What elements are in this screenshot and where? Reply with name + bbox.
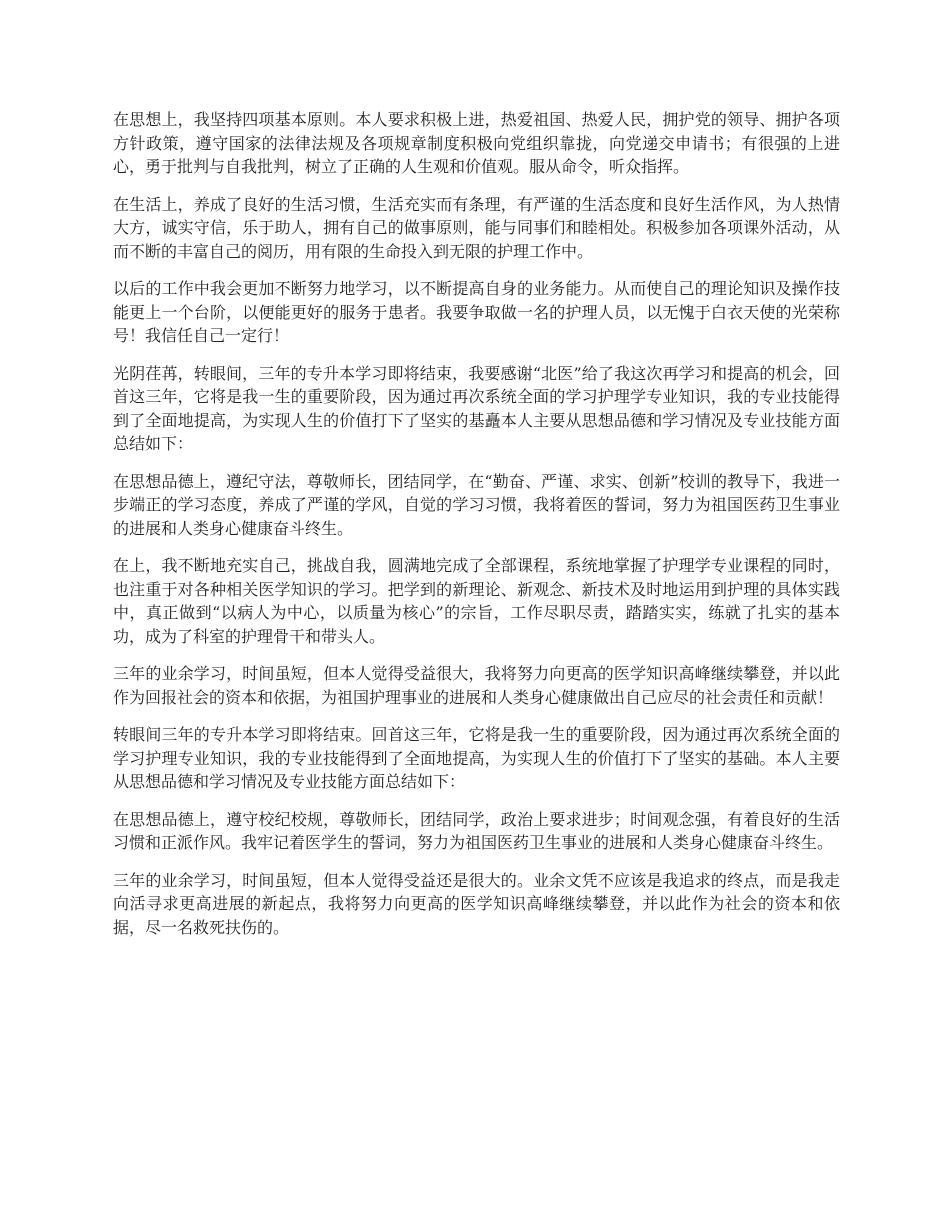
paragraph: 在上，我不断地充实自己，挑战自我，圆满地完成了全部课程，系统地掌握了护理学专业课程的同时，也注重于对各种相关医学知识的学习。把学到的新理论、新观念、新技术及时地运用到护理的具体实践中，真正做到“以病人为中心，以质量为核心”的宗旨，工作尽职尽责，踏踏实实，练就了扎实的基本功，成为了科室的护理骨干和带头人。 (113, 556, 840, 646)
paragraph: 光阴荏苒，转眼间，三年的专升本学习即将结束，我要感谢“北医”给了我这次再学习和提高的机会，回首这三年，它将是我一生的重要阶段，因为通过再次系统全面的学习护理学专业知识，我的专业技能得到了全面地提高，为实现人生的价值打下了坚实的基矗本人主要从思想品德和学习情况及专业技能方面总结如下： (113, 363, 840, 453)
document-body (113, 108, 840, 953)
paragraph: 在思想品德上，遵守校纪校规，尊敬师长，团结同学，政治上要求进步；时间观念强，有着良好的生活习惯和正派作风。我牢记着医学生的誓词，努力为祖国医药卫生事业的进展和人类身心健康奋斗终生。 (113, 809, 840, 852)
paragraph: 转眼间三年的专升本学习即将结束。回首这三年，它将是我一生的重要阶段，因为通过再次系统全面的学习护理专业知识，我的专业技能得到了全面地提高，为实现人生的价值打下了坚实的基础。本人主要从思想品德和学习情况及专业技能方面总结如下： (113, 725, 840, 791)
paragraph: 三年的业余学习，时间虽短，但本人觉得受益很大，我将努力向更高的医学知识高峰继续攀登，并以此作为回报社会的资本和依据，为祖国护理事业的进展和人类身心健康做出自己应尽的社会责任和贡献！ (113, 664, 840, 707)
paragraph: 在生活上，养成了良好的生活习惯，生活充实而有条理，有严谨的生活态度和良好生活作风，为人热情大方，诚实守信，乐于助人，拥有自己的做事原则，能与同事们和睦相处。积极参加各项课外活动，从而不断的丰富自己的阅历，用有限的生命投入到无限的护理工作中。 (113, 194, 840, 261)
paragraph: 在思想上，我坚持四项基本原则。本人要求积极上进，热爱祖国、热爱人民，拥护党的领导、拥护各项方针政策，遵守国家的法律法规及各项规章制度积极向党组织靠拢，向党递交申请书；有很强的上进心，勇于批判与自我批判，树立了正确的人生观和价值观。服从命令，听众指挥。 (113, 110, 840, 176)
paragraph: 三年的业余学习，时间虽短，但本人觉得受益还是很大的。业余文凭不应该是我追求的终点，而是我走向活寻求更高进展的新起点，我将努力向更高的医学知识高峰继续攀登，并以此作为社会的资本和依据，尽一名救死扶伤的。 (113, 870, 840, 937)
paragraph: 在思想品德上，遵纪守法，尊敬师长，团结同学，在“勤奋、严谨、求实、创新”校训的教导下，我进一步端正的学习态度，养成了严谨的学风，自觉的学习习惯，我将着医的誓词，努力为祖国医药卫生事业的进展和人类身心健康奋斗终生。 (113, 471, 840, 538)
paragraph: 以后的工作中我会更加不断努力地学习，以不断提高自身的业务能力。从而使自己的理论知识及操作技能更上一个台阶，以便能更好的服务于患者。我要争取做一名的护理人员，以无愧于白衣天使的光荣称号！我信任自己一定行！ (113, 279, 840, 345)
